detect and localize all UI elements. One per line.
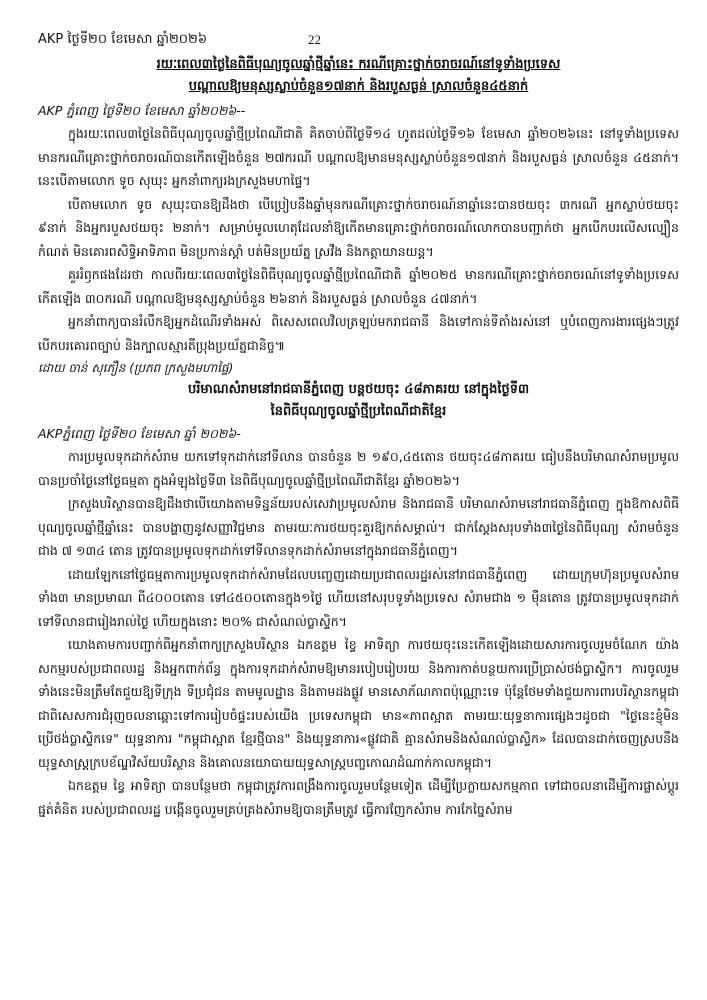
article2-paragraph-2: ក្រសួងបរិស្ថានបានឱ្យដឹងថាបើយោងតាមទិន្នន័យរបស់សេវាប្រមូលសំរាម និងរាជធានី បរិមាណសំរាមនៅរាជធានីភ្នំពេញ ក្នុងឱកាសពិធីបុណ្យចូលឆ្នាំថ្មីឆ្នាំនេះ បានបង្ហាញនូវសញ្ញាវិជ្ជមាន តាមរយៈការថយចុះគួរឱ្យកត់សម្គាល់។ ជាក់ស្តែងសរុបទាំង៣ថ្ងៃនៃពិធីបុណ្យ សំរាមចំនួនជាង ៧ ១៣៤ តោន ត្រូវបានប្រមូលទុកដាក់ទៅទីលានទុកដាក់សំរាមនៅក្នុងរាជធានីភ្នំពេញ។ (38, 496, 679, 558)
article1-title-line1: រយៈពេល៣ថ្ងៃនៃពិធីបុណ្យចូលឆ្នាំថ្មីឆ្នាំនេះ ករណីគ្រោះថ្នាក់ចរាចរណ៍នៅទូទាំងប្រទេស (156, 57, 561, 72)
article1-dateline: AKP ភ្នំពេញ ថ្ងៃទី២០ ខែមេសា ឆ្នាំ២០២៦-- (38, 103, 246, 118)
article1-paragraph-2: បើតាមលោក ទូច សុឃុះបានឱ្យដឹងថា បើប្រៀបនឹងឆ្នាំមុនករណីគ្រោះថ្នាក់ចរាចរណ៍នាឆ្នាំនេះបានថយចុះ ៣ករណី អ្នកស្លាប់ថយចុះ ៩នាក់ និងអ្នករបួសថយចុះ ២នាក់។ សម្រាប់មូលហេតុដែលនាំឱ្យកើតមានគ្រោះថ្នាក់ចរាចរណ៍លោកបានបញ្ជាក់ថា អ្នកបើកបរលើសល្បឿនកំណត់ មិនគោរពសិទ្ធិអាទិភាព មិនប្រកាន់ស្តាំ បត់មិនប្រយ័ត្ន ស្រវឹង និងកត្តាយានយន្ត។ (38, 196, 679, 259)
article1-byline: ដោយ ចាន់ សុភឿន (ប្រភព ក្រសួងមហាផ្ទៃ) (38, 361, 234, 375)
article1-paragraph-3: គួររំឭកផងដែរថា កាលពីរយៈពេល៣ថ្ងៃនៃពិធីបុណ្យចូលឆ្នាំថ្មីប្រពៃណីជាតិ ឆ្នាំ២០២៥ មានករណីគ្រោះថ្នាក់ចរាចរណ៍នៅទូទាំងប្រទេសកើតឡើង ៣០ករណី បណ្តាលឱ្យមនុស្សស្លាប់ចំនួន ២៦នាក់ និងរបួសធ្ងន់ ស្រាលចំនួន ៤៧នាក់។ (38, 267, 679, 306)
article-waste-collection (38, 379, 679, 821)
header-publication-date: AKP ថ្ងៃទី២០ ខែមេសា ឆ្នាំ២០២៦ (38, 32, 208, 47)
article2-paragraph-3: ដោយឡែកនៅថ្ងៃធម្មតាការប្រមូលទុកដាក់សំរាមដែលបញ្ចេញដោយប្រជាពលរដ្ឋរស់នៅរាជធានីភ្នំពេញ ដោយក្រុមហ៊ុនប្រមូលសំរាមទាំង៣ មានប្រមាណ ពី៤០០០តោន ទៅ៤៥០០តោនក្នុង១ថ្ងៃ ហើយនៅសរុបទូទាំងប្រទេស សំរាមជាង ១ ម៉ឺនតោន ត្រូវបានប្រមូលទុកដាក់ទៅទីលានជារៀងរាល់ថ្ងៃ ហើយក្នុងនោះ ២០% ជាសំណល់ប្លាស្ទិក។ (38, 566, 679, 629)
article2-title-line2: នៃពិធីបុណ្យចូលឆ្នាំថ្មីប្រពៃណីជាតិខ្មែរ (270, 404, 447, 419)
article2-paragraph-4: យោងតាមការបញ្ជាក់ពីអ្នកនាំពាក្យក្រសួងបរិស្ថាន ឯកឧត្តម ខ្វៃ អាទិត្យា ការថយចុះនេះកើតឡើងដោយសារការចូលរួមចំណែក យ៉ាងសកម្មរបស់ប្រជាពលរដ្ឋ និងអ្នកពាក់ព័ន្ធ ក្នុងការទុកដាក់សំរាមឱ្យមានរបៀបរៀបរយ និងការកាត់បន្ថយការប្រើប្រាស់ថង់ប្លាស្ទិក។ ការចូលរួមទាំងនេះមិនត្រឹមតែជួយឱ្យទីក្រុង ទីប្រជុំជន តាមមូលដ្ឋាន និងតាមដងផ្លូវ មានសោភ័ណភាពប៉ុណ្ណោះទេ ប៉ុន្តែថែមទាំងជួយការពារបរិស្ថានកម្ពុជា ជាពិសេសការជំរុញចលនាឆ្ពោះទៅការរៀបចំផ្ទះរបស់យើង ប្រទេសកម្ពុជា មាន«ភាពស្អាត តាមរយៈយុទ្ធនាការផ្សេងៗដូចជា "ថ្ងៃនេះខ្ញុំមិនប្រើថង់ប្លាស្ទិកទេ" យុទ្ធនាការ "កម្ពុជាស្អាត ខ្មែរថ្មីបាន" និងយុទ្ធនាការ«ផ្លូវជាតិ គ្មានសំរាមនិងសំណល់ប្លាស្ទិក» ដែលបានដាក់ចេញស្របនឹងយុទ្ធសាស្ត្រក្របខ័ណ្ឌវិស័យបរិស្ថាន និងគោលនយោបាយយុទ្ធសាស្ត្របញ្ចកោណដំណាក់កាលកម្ពុជា។ (38, 637, 679, 770)
page-number: 22 (308, 32, 321, 47)
article2-dateline: AKPភ្នំពេញ ថ្ងៃទី២០ ខែមេសា ឆ្នាំ ២០២៦- (38, 426, 241, 441)
article1-paragraph-4: អ្នកនាំពាក្យបានរំលឹកឱ្យអ្នកដំណើរទាំងអស់ ពិសេសពេលវិលត្រឡប់មករាជធានី និងទៅកាន់ទីតាំងរស់នៅ ឬបំពេញការងារផ្សេងៗត្រូវបើកបរគោរពច្បាប់ និងក្បាលស្មារតីប្រុងប្រយ័ត្នជានិច្ច៕ (38, 314, 679, 353)
article2-paragraph-5: ឯកឧត្តម ខ្វៃ អាទិត្យា បានបន្ថែមថា កម្ពុជាត្រូវការពង្រឹងការចូលរួមបន្ថែមទៀត ដើម្បីប្រែក្លាយសកម្មភាព ទៅជាចលនាដើម្បីការផ្លាស់ប្តូរផ្នត់គំនិត របស់ប្រជាពលរដ្ឋ បង្កើនចូលរួមគ្រប់គ្រងសំរាមឱ្យបានត្រឹមត្រូវ ធ្វើការញែកសំរាម ការកែច្នៃសំរាម (38, 778, 679, 817)
article2-title-line1: បរិមាណសំរាមនៅរាជធានីភ្នំពេញ បន្តថយចុះ ៤៨ភាគរយ នៅក្នុងថ្ងៃទី៣ (187, 382, 530, 397)
article-traffic-accidents (38, 54, 679, 379)
article1-paragraph-1: ក្នុងរយៈពេល៣ថ្ងៃនៃពិធីបុណ្យចូលឆ្នាំថ្មីប្រពៃណីជាតិ គិតចាប់ពីថ្ងៃទី១៤ ហូតដល់ថ្ងៃទី១៦ ខែមេសា ឆ្នាំ២០២៦នេះ នៅទូទាំងប្រទេសមានករណីគ្រោះថ្នាក់ចរាចរណ៍បានកើតឡើងចំនួន ២៧ករណី បណ្តាលឱ្យមានមនុស្សស្លាប់ចំនួន១៧នាក់ និងរបួសធ្ងន់ ស្រាលចំនួន ៤៥នាក់។ នេះបើតាមលោក ទូច សុឃុះ អ្នកនាំពាក្យរងក្រសួងមហាផ្ទៃ។ (38, 126, 679, 188)
article2-paragraph-1: ការប្រមូលទុកដាក់សំរាម យកទៅទុកដាក់នៅទីលាន បានចំនួន ២ ១៩០,៤៥តោន ថយចុះ៤៨ភាគរយ ធៀបនឹងបរិមាណសំរាមប្រមូលបានប្រចាំថ្ងៃនៅថ្ងៃធម្មតា ក្នុងអំឡុងថ្ងៃទី៣ នៃពិធីបុណ្យចូលឆ្នាំថ្មីប្រពៃណីជាតិខ្មែរ ឆ្នាំ២០២៦។ (38, 449, 679, 488)
article1-title-line2: បណ្តាលឱ្យមនុស្សស្លាប់ចំនួន១៧នាក់ និងរបួសធ្ងន់ ស្រាលចំនួន៤៥នាក់ (188, 79, 529, 94)
page-header (38, 30, 679, 50)
